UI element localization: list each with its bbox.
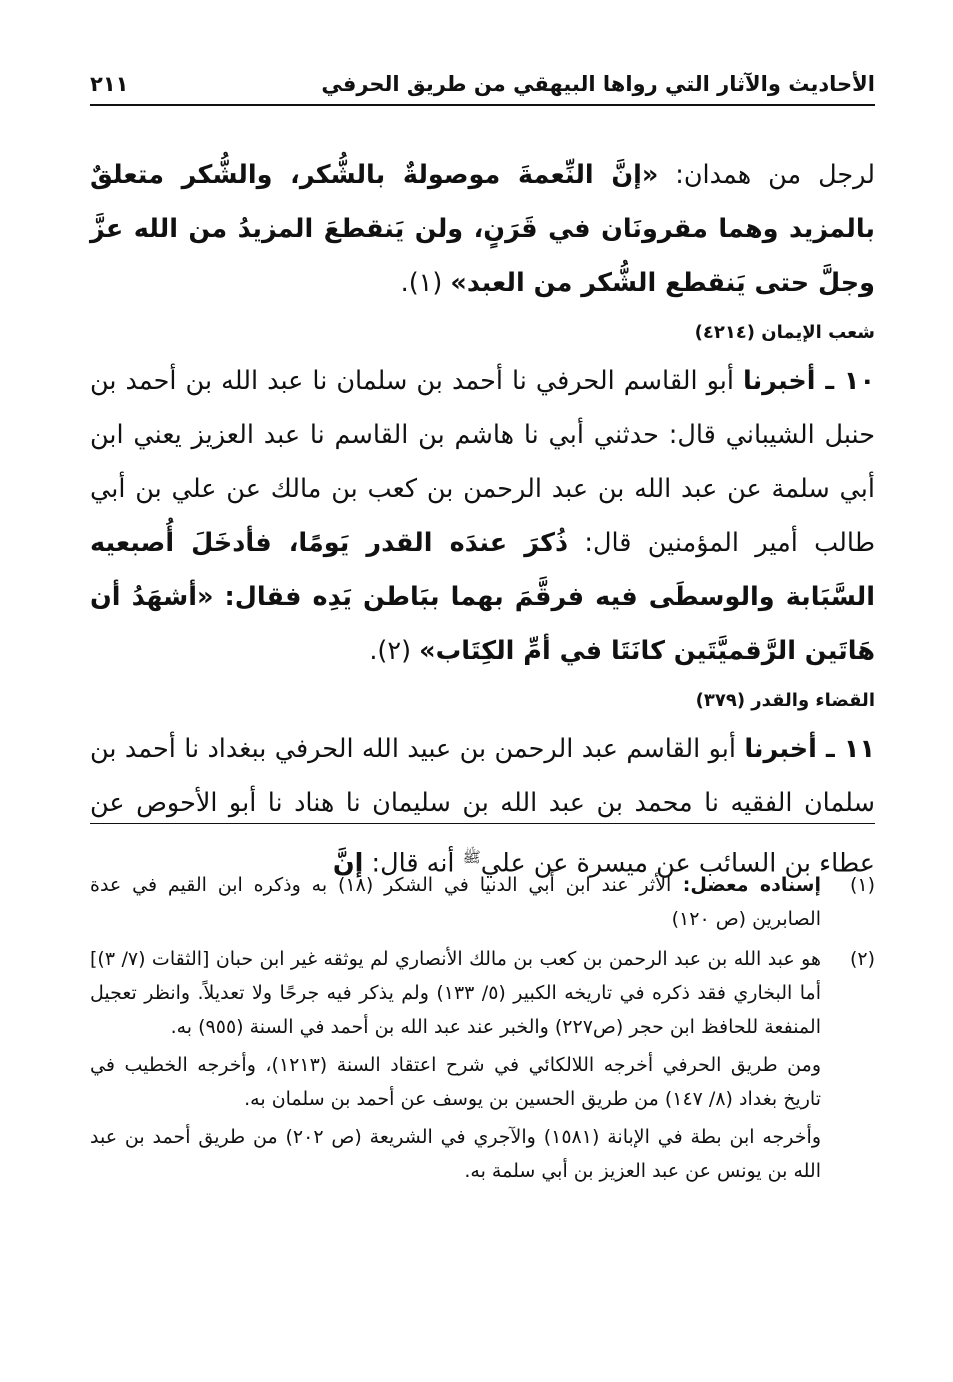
footnote-body: هو عبد الله بن عبد الرحمن بن كعب بن مالك الأنصاري لم يوثقه غير ابن حبان [الثقات (٧/ ٣)] أما البخاري فقد ذكره في تاريخه الكبير (٥/ ١٣٣) ولم يذكر فيه جرحًا ولا تعديلاً. وانظر تعجيل المنفعة للحافظ ابن حجر (ص٢٢٧) والخبر عند عبد الله بن أحمد في السنة (٩٥٥) به. [90,948,821,1038]
source-citation-1: شعب الإيمان (٤٢١٤) [694,322,875,343]
footnote-text [90,868,821,940]
footnote-paragraph [90,1120,821,1188]
paragraph-2 [90,354,875,678]
paragraph-3 [90,722,875,891]
hadith-11-lead: ١١ ـ أخبرنا [744,734,876,764]
honorific-symbol: ﷺ [462,848,481,866]
para1-quote: «إنَّ النِّعمةَ موصولةٌ بالشُّكر، والشُّكر متعلقٌ بالمزيد وهما مقرونَان في قَرَنٍ، ولن يَنقطعَ المزيدُ من الله عزَّ وجلَّ حتى يَنقطع الشُّكر من العبد» [90,160,875,298]
footnote-body: ومن طريق الحرفي أخرجه اللالكائي في شرح اعتقاد السنة (١٢١٣)، وأخرجه الخطيب في تاريخ بغداد (٨/ ١٤٧) من طريق الحسين بن يوسف عن أحمد بن سلمان به. [90,1054,821,1110]
page-number: ٢١١ [90,72,129,96]
footnote-label: إسناده معضل: [671,874,821,896]
source-citation-2: القضاء والقدر (٣٧٩) [695,690,875,711]
paragraph-1 [90,148,875,310]
footnote-paragraph [90,942,821,1044]
footnote-1 [90,868,875,940]
footnote-text [90,942,821,1192]
main-text [90,148,875,891]
hadith-10-text: ذُكرَ عندَه القدر يَومًا، فأدخَلَ أُصبعيه السَّبَابة والوسطَى فيه فرقَّمَ بهما ببَاطن يَدِه فقال: «أشهَدُ أن هَاتَين الرَّقميَّتَين كانَتَا في أمِّ الكِتَاب» [90,528,875,666]
footnote-number: (٢) [849,948,875,970]
footnotes [90,868,875,1194]
footnote-body: وأخرجه ابن بطة في الإبانة (١٥٨١) والآجري في الشريعة (ص ٢٠٢) من طريق أحمد بن عبد الله بن يونس عن عبد العزيز بن أبي سلمة به. [90,1126,821,1182]
footnote-body: الأثر عند ابن أبي الدنيا في الشكر (١٨) به وذكره ابن القيم في عدة الصابرين (ص ١٢٠) [90,874,821,930]
para1-footnote-ref: (١). [400,268,451,298]
hadith-10-lead: ١٠ ـ أخبرنا [743,366,876,396]
running-header [90,58,875,106]
para1-intro: لرجل من همدان: [658,160,875,190]
running-title: الأحاديث والآثار التي رواها البيهقي من طريق الحرفي [321,72,875,96]
footnote-separator [90,823,875,824]
para2-footnote-ref: (٢). [369,636,420,666]
footnote-number: (١) [849,874,875,896]
hadith-10-chain: أبو القاسم الحرفي نا أحمد بن سلمان نا عبد الله بن أحمد بن حنبل الشيباني قال: حدثني أبي نا هاشم بن القاسم نا عبد العزيز يعني ابن أبي سلمة عن عبد الله بن عبد الرحمن بن كعب بن مالك عن علي بن أبي طالب أمير المؤمنين قال: [90,366,875,558]
hadith-11-chain: أبو القاسم عبد الرحمن بن عبيد الله الحرفي ببغداد نا أحمد بن سلمان الفقيه نا محمد بن عبد الله بن سليمان نا هناد نا أبو الأحوص عن عطاء بن السائب عن ميسرة عن علي [90,734,875,879]
footnote-paragraph [90,868,821,936]
hadith-11-text-start: إنَّ [332,848,364,879]
footnote-2 [90,942,875,1192]
footnote-paragraph [90,1048,821,1116]
book-page [90,58,875,1338]
hadith-11-end: أنه قال: [363,848,463,879]
